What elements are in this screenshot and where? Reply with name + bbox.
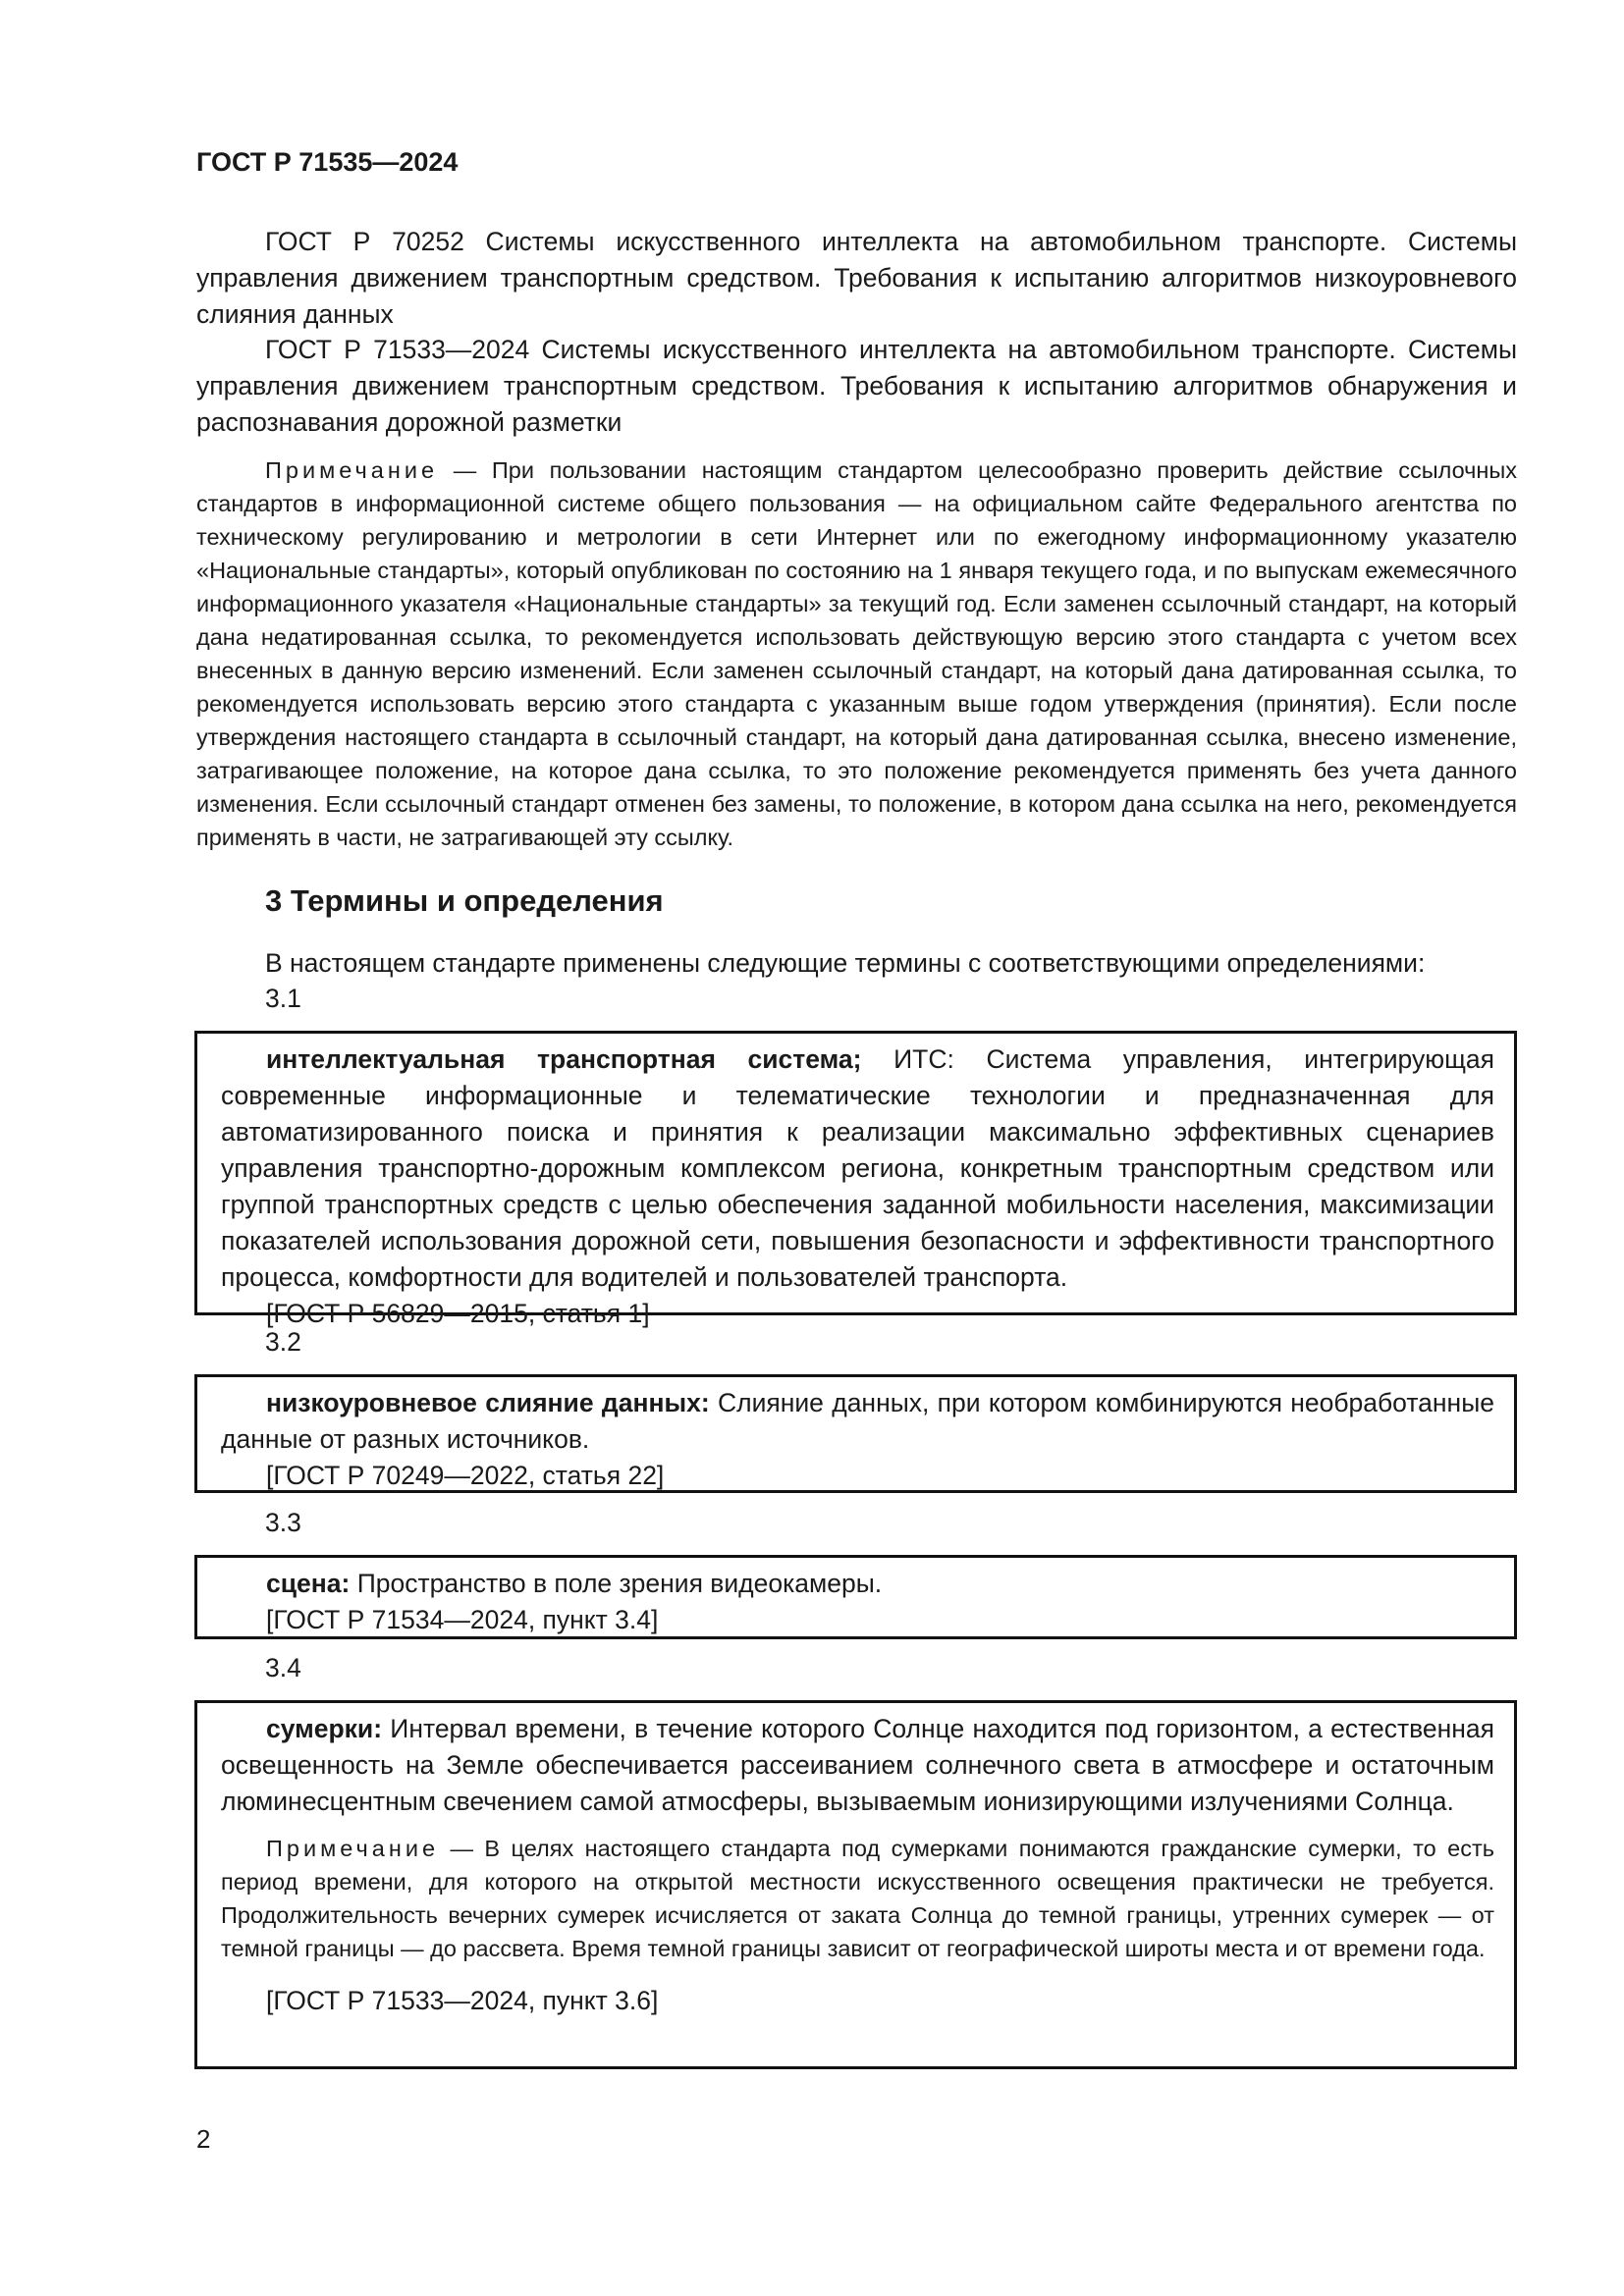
note-text: — В целях настоящего стандарта под сумерками понимаются гражданские сумерки, то есть период времени, для которого на открытой местности искусственного освещения практически не требуется. Продолжительность вечерних сумерек исчисляется от заката Солнца до темной границы, утренних сумерек — от темной границы — до рассвета. Время темной границы зависит от географической широты места и от времени года. [221,1836,1494,1961]
term-number: 3.1 [265,984,301,1013]
note-label: Примечание [266,1836,440,1861]
term-box-3-4 [194,1700,1517,2069]
term-box-3-2 [194,1374,1517,1493]
term-name: сумерки: [266,1714,383,1743]
term-definition: Система управления, интегрирующая современные информационные и телематические технологии и предназначенная для автоматизированного поиска и принятия к реализации максимально эффективных сценариев управления транспортно-дорожным комплексом региона, конкретным транспортным средством или группой транспортных средств с целью обеспечения заданной мобильности населения, максимизации показателей использования дорожной сети, повышения безопасности и эффективности транспортного процесса, комфортности для водителей и пользователей транспорта. [221,1044,1494,1292]
term-number: 3.3 [265,1508,301,1537]
term-name: интеллектуальная транспортная система; [266,1044,862,1074]
section-intro: В настоящем стандарте применены следующие термины с соответствующими определениями: [265,948,1426,978]
term-number: 3.4 [265,1653,301,1682]
term-source: [ГОСТ Р 56829—2015, статья 1] [266,1299,650,1328]
term-box-3-3 [194,1555,1517,1639]
term-source: [ГОСТ Р 70249—2022, статья 22] [266,1461,665,1490]
term-box-3-1 [194,1031,1517,1328]
term-source: [ГОСТ Р 71534—2024, пункт 3.4] [266,1605,659,1634]
term-name: сцена: [266,1569,351,1598]
term-definition: Интервал времени, в течение которого Солнце находится под горизонтом, а естественная освещенность на Земле обеспечивается рассеиванием солнечного света в атмосфере и остаточным люминесцентным свечением самой атмосферы, вызываемым ионизирующими излучениями Солнца. [221,1714,1494,1816]
section-heading: 3 Термины и определения [265,883,664,918]
note-text: — При пользовании настоящим стандартом целесообразно проверить действие ссылочных стандартов в информационной системе общего пользования — на официальном сайте Федерального агентства по техническому регулированию и метрологии в сети Интернет или по ежегодному информационному указателю «Национальные стандарты», который опубликован по состоянию на 1 января текущего года, и по выпускам ежемесячного информационного указателя «Национальные стандарты» за текущий год. Если заменен ссылочный стандарт, на который дана недатированная ссылка, то рекомендуется использовать действующую версию этого стандарта с учетом всех внесенных в данную версию изменений. Если заменен ссылочный стандарт, на который дана датированная ссылка, то рекомендуется использовать версию этого стандарта с указанным выше годом утверждения (принятия). Если после утверждения настоящего стандарта в ссылочный стандарт, на который дана датированная ссылка, внесено изменение, затрагивающее положение, на которое дана ссылка, то это положение рекомендуется применять без учета данного изменения. Если ссылочный стандарт отменен без замены, то положение, в котором дана ссылка на него, рекомендуется применять в части, не затрагивающей эту ссылку. [196,457,1517,850]
term-name: низкоуровневое слияние данных: [266,1388,710,1417]
term-source: [ГОСТ Р 71533—2024, пункт 3.6] [266,1986,659,2015]
reference-item: ГОСТ Р 71533—2024 Системы искусственного интеллекта на автомобильном транспорте. Системы управления движением транспортным средством. Требования к испытанию алгоритмов обнаружения и распознавания дорожной разметки [196,335,1517,437]
term-number: 3.2 [265,1327,301,1357]
page-number: 2 [196,2124,211,2154]
note-label: Примечание [265,457,439,483]
document-header: ГОСТ Р 71535—2024 [196,147,459,177]
term-definition: Слияние данных, при котором комбинируются необработанные данные от разных источников. [221,1388,1494,1454]
reference-item: ГОСТ Р 70252 Системы искусственного интеллекта на автомобильном транспорте. Системы управления движением транспортным средством. Требования к испытанию алгоритмов низкоуровневого слияния данных [196,227,1517,329]
references-note [196,454,1517,854]
term-abbr: ИТС: [861,1044,987,1074]
term-definition: Пространство в поле зрения видеокамеры. [350,1569,883,1598]
